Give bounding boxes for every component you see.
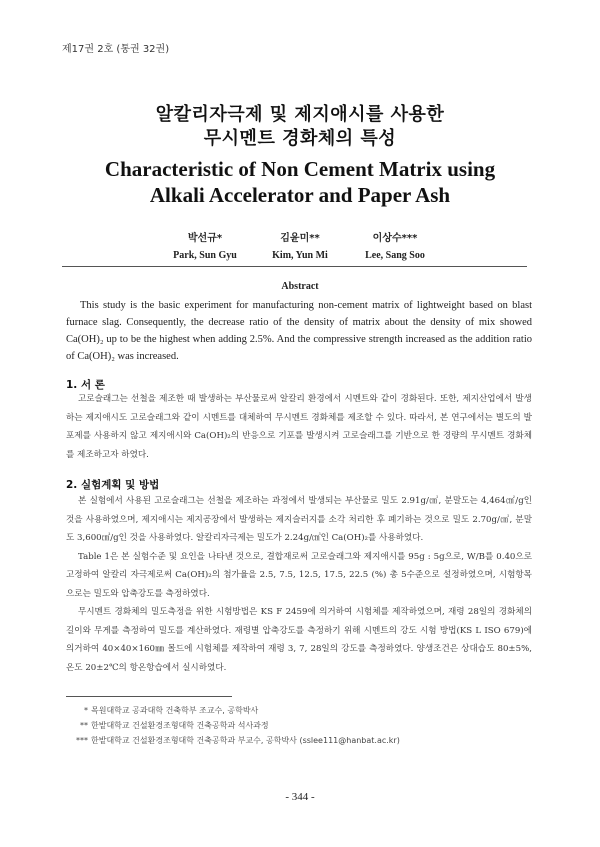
korean-title-line-1: 알칼리자극제 및 제지애시를 사용한 <box>155 104 445 125</box>
footnotes <box>66 703 536 748</box>
abstract-top-rule <box>62 266 527 267</box>
section-1-paragraph: 고로슬래그는 선철을 제조한 때 발생하는 부산물로써 알칼리 환경에서 시멘트와 같이 경화된다. 또한, 제지산업에서 발생하는 제지애시도 고로슬래그와 같이 시멘트를 대체하여 무시멘트 경화체를 제조할 수 있다. 따라서, 본 연구에서는 별도의 발포제를 사용하지 않고 제지애시와 Ca(OH)₂의 반응으로 기포를 발생시켜 고로슬래그를 기반으로 한 경량의 무시멘트 경화체를 제조하고자 하였다. <box>66 394 532 460</box>
section-1-heading: 1. 서 론 <box>66 379 105 391</box>
abstract-text: This study is the basic experiment for manufacturing non-cement matrix of lightweight based on blast furnace slag. Consequently, the decrease ratio of the density of matrix about the density of mix showed Ca(OH)₂ up to be the highest when adding 2.5%. And the compressive strength increased as the addition ratio of Ca(OH)₂ was increased. <box>66 300 532 362</box>
author-3-english-name: Lee, Sang Soo <box>365 250 425 261</box>
section-2-heading: 2. 실험계획 및 방법 <box>66 479 160 491</box>
section-2-paragraph-1: 본 실험에서 사용된 고로슬래그는 선철을 제조하는 과정에서 발생되는 부산물로 밀도 2.91g/㎤, 분말도는 4,464㎠/g인 것을 사용하였으며, 제지애시는 제지공장에서 발생하는 제지슬러지를 소각 처리한 후 폐기하는 것으로 밀도 2.70g/㎤, 분말도 3,600㎠/g인 것을 사용하였다. 알칼리자극제는 밀도가 2.24g/㎤인 Ca(OH)₂를 사용하였다. <box>66 496 532 543</box>
english-title-line-2: Alkali Accelerator and Paper Ash <box>149 183 451 207</box>
footnote-1-text: 목원대학교 공과대학 건축학부 조교수, 공학박사 <box>91 706 259 715</box>
footnote-separator <box>66 696 232 697</box>
footnote-2-mark: ** <box>80 721 88 730</box>
author-1-korean-name: 박선규* <box>187 233 223 244</box>
footnote-3 <box>66 733 536 748</box>
footnote-1 <box>66 703 536 718</box>
section-2-paragraph-3: 무시멘트 경화체의 밀도측정을 위한 시험방법은 KS F 2459에 의거하여 시험체를 제작하였으며, 재령 28일의 경화체의 길이와 무게를 측정하여 밀도를 계산하였다. 재령별 압축강도를 측정하기 위해 시멘트의 강도 시험 방법(KS L ISO 679)에 의거하여 40×40×160㎜ 몰드에 시험체를 제작하여 재령 3, 7, 28일의 강도를 측정하였다. 양생조건은 상대습도 80±5%, 온도 20±2℃의 항온항습에서 실시하였다. <box>66 607 532 673</box>
korean-title-line-2: 무시멘트 경화체의 특성 <box>203 128 397 149</box>
footnote-3-text: 한밭대학교 건설환경조형대학 건축공학과 부교수, 공학박사 (sslee111@hanbat.ac.kr) <box>91 736 400 745</box>
author-3 <box>330 229 460 261</box>
footnote-2 <box>66 718 536 733</box>
section-1-body <box>66 390 532 464</box>
page-number: - 344 - <box>285 791 315 803</box>
author-2-korean-name: 김윤미** <box>280 233 320 244</box>
section-2-paragraph-2: Table 1은 본 실험수준 및 요인을 나타낸 것으로, 결합재로써 고로슬래그와 제지애시를 95g : 5g으로, W/B를 0.40으로 고정하여 알칼리 자극제로써 Ca(OH)₂의 첨가율을 2.5, 7.5, 12.5, 17.5, 22.5 (%) 총 5수준으로 설정하였으며, 시험항목으로는 밀도와 압축강도를 측정하였다. <box>66 551 532 599</box>
english-title-line-1: Characteristic of Non Cement Matrix using <box>104 157 496 181</box>
section-2-body <box>66 492 532 677</box>
author-2-english-name: Kim, Yun Mi <box>272 250 328 261</box>
footnote-1-mark: * <box>84 706 88 715</box>
journal-volume-reference: 제17권 2호 (통권 32권) <box>62 44 170 55</box>
footnote-2-text: 한밭대학교 건설환경조형대학 건축공학과 석사과정 <box>91 721 269 730</box>
abstract-heading: Abstract <box>281 281 319 292</box>
author-3-korean-name: 이상수*** <box>372 233 418 244</box>
footnote-3-mark: *** <box>76 736 88 745</box>
author-1-english-name: Park, Sun Gyu <box>173 250 237 261</box>
